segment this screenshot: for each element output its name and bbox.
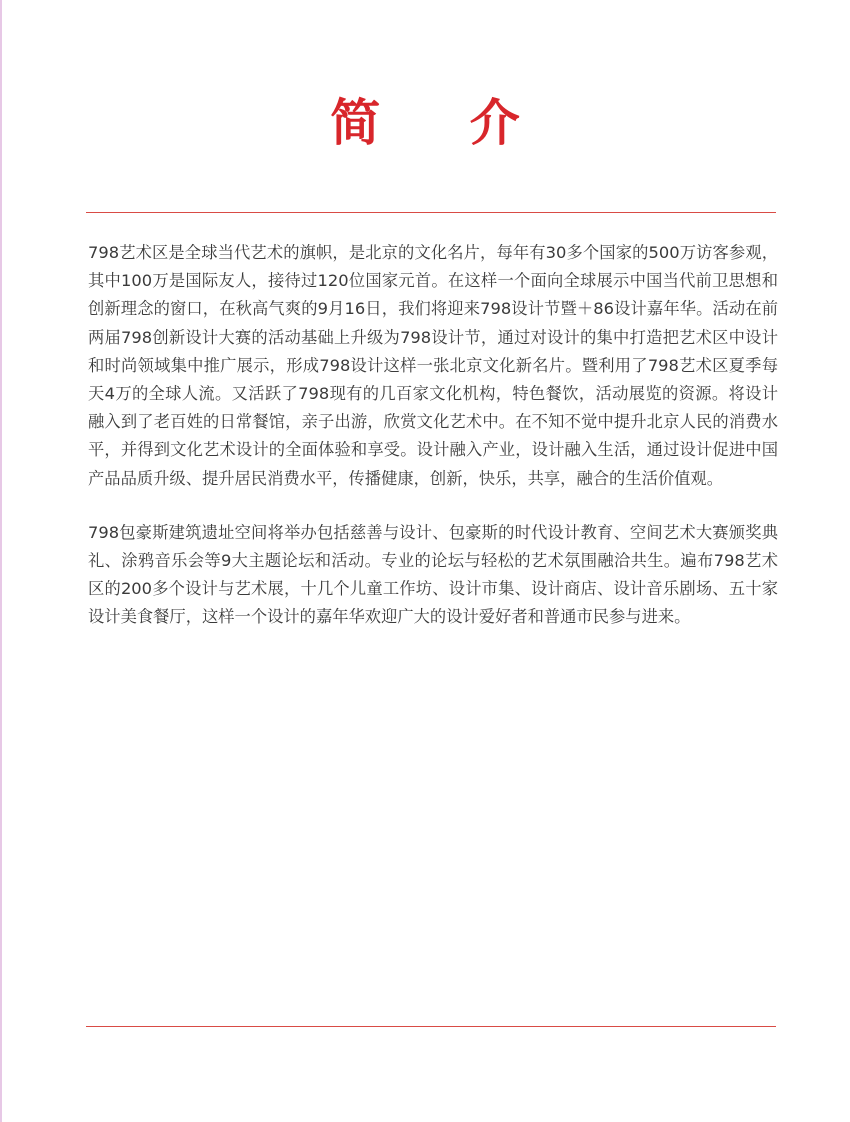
page-left-edge: [0, 0, 2, 1122]
intro-body: [88, 239, 778, 632]
bottom-divider: [86, 1026, 776, 1027]
intro-paragraph-2: 798包豪斯建筑遗址空间将举办包括慈善与设计、包豪斯的时代设计教育、空间艺术大赛颁奖典礼、涂鸦音乐会等9大主题论坛和活动。专业的论坛与轻松的艺术氛围融洽共生。遍布798艺术区的200多个设计与艺术展，十几个儿童工作坊、设计市集、设计商店、设计音乐剧场、五十家设计美食餐厅，这样一个设计的嘉年华欢迎广大的设计爱好者和普通市民参与进来。: [88, 522, 778, 627]
page-title: 简 介: [330, 94, 556, 152]
intro-paragraph-1: 798艺术区是全球当代艺术的旗帜，是北京的文化名片，每年有30多个国家的500万访客参观，其中100万是国际友人，接待过120位国家元首。在这样一个面向全球展示中国当代前卫思想和创新理念的窗口，在秋高气爽的9月16日，我们将迎来798设计节暨＋86设计嘉年华。活动在前两届798创新设计大赛的活动基础上升级为798设计节，通过对设计的集中打造把艺术区中设计和时尚领域集中推广展示，形成798设计这样一张北京文化新名片。暨利用了798艺术区夏季每天4万的全球人流。又活跃了798现有的几百家文化机构，特色餐饮，活动展览的资源。将设计融入到了老百姓的日常餐馆，亲子出游，欣赏文化艺术中。在不知不觉中提升北京人民的消费水平，并得到文化艺术设计的全面体验和享受。设计融入产业，设计融入生活，通过设计促进中国产品品质升级、提升居民消费水平，传播健康，创新，快乐，共享，融合的生活价值观。: [88, 243, 778, 488]
top-divider: [86, 212, 776, 213]
